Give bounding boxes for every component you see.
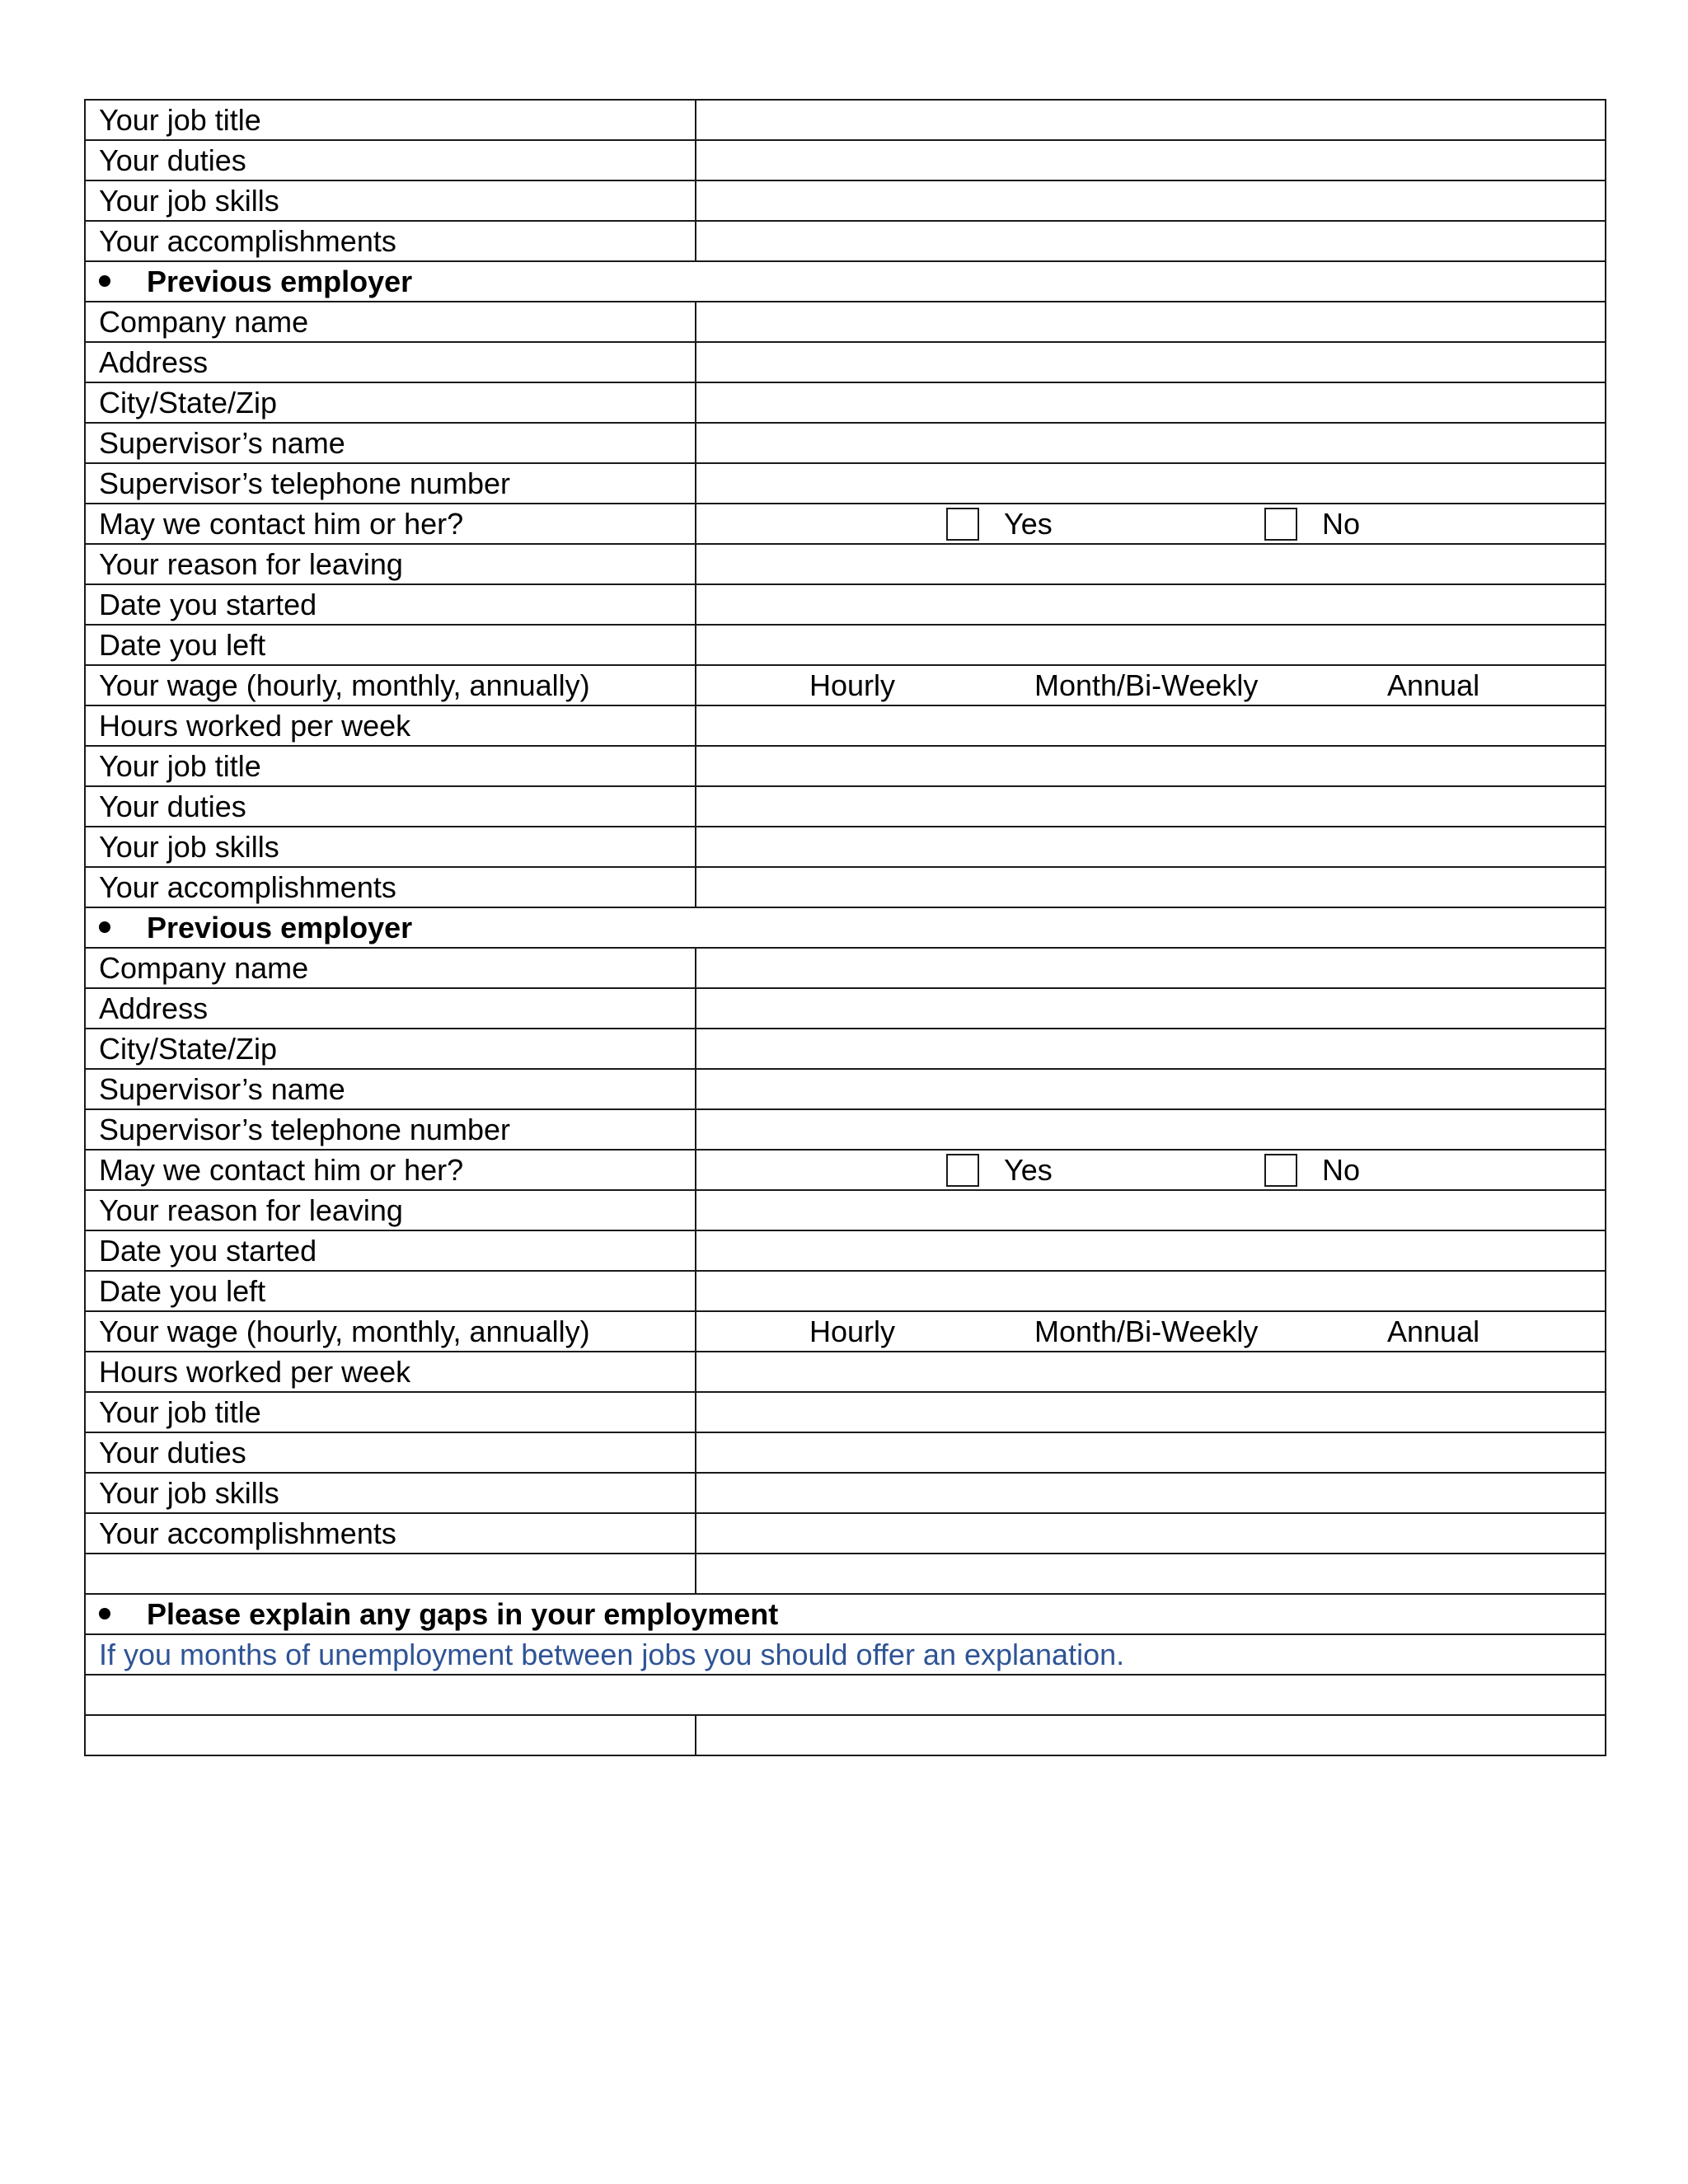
field-input-cell[interactable] [696,423,1606,463]
section-title: Please explain any gaps in your employment [147,1597,779,1631]
field-label: Supervisor’s name [85,423,696,463]
field-label: Date you left [85,625,696,665]
field-label: Your job title [85,746,696,786]
field-input-cell[interactable] [696,827,1606,867]
wage-option-hourly[interactable]: Hourly [809,1315,896,1348]
form-row [85,1109,1606,1150]
form-row [85,140,1606,180]
field-input-cell[interactable] [696,1271,1606,1311]
field-input-cell[interactable] [696,1715,1606,1755]
bullet-icon [99,275,110,287]
wage-type-cell[interactable] [696,1311,1606,1352]
field-input-cell[interactable] [696,1029,1606,1069]
field-input-cell[interactable] [696,705,1606,746]
field-input-cell[interactable] [696,544,1606,584]
form-row [85,1190,1606,1230]
wage-option-annual[interactable]: Annual [1387,1315,1480,1348]
field-input-cell[interactable] [696,221,1606,261]
field-input-cell[interactable] [696,382,1606,423]
field-input-cell[interactable] [696,625,1606,665]
contact-yes-checkbox[interactable] [946,1154,979,1187]
contact-no-checkbox[interactable] [1264,508,1297,541]
form-row [85,1554,1606,1594]
employment-history-table [84,99,1606,1756]
field-input-cell[interactable] [696,1513,1606,1554]
form-row [85,1513,1606,1554]
form-row [85,1432,1606,1473]
field-label [85,1554,696,1594]
contact-permission-cell[interactable] [696,1150,1606,1190]
field-input-cell[interactable] [696,584,1606,625]
field-input-cell[interactable] [696,1473,1606,1513]
field-input-cell[interactable] [696,180,1606,221]
field-input-cell[interactable] [696,746,1606,786]
contact-no-checkbox[interactable] [1264,1154,1297,1187]
wage-option-month-biweekly[interactable]: Month/Bi-Weekly [1034,1315,1259,1348]
section-title: Previous employer [147,265,413,298]
field-label: Date you left [85,1271,696,1311]
field-label: Address [85,988,696,1029]
form-row [85,1150,1606,1190]
wage-type-cell[interactable] [696,665,1606,705]
field-input-cell[interactable] [696,463,1606,504]
field-label: Your duties [85,140,696,180]
section-header [85,261,1606,302]
field-input-cell[interactable] [696,1230,1606,1271]
field-input-cell[interactable] [696,1392,1606,1432]
form-row [85,1029,1606,1069]
contact-no-label: No [1322,507,1361,541]
field-label: Your job skills [85,1473,696,1513]
field-input-cell[interactable] [696,867,1606,907]
form-row [85,1069,1606,1109]
field-label: Your reason for leaving [85,1190,696,1230]
form-row [85,625,1606,665]
field-label: May we contact him or her? [85,504,696,544]
section-header-row [85,261,1606,302]
wage-option-month-biweekly[interactable]: Month/Bi-Weekly [1034,668,1259,702]
field-input-cell[interactable] [696,786,1606,827]
field-label: Address [85,342,696,382]
field-input-cell[interactable] [696,1554,1606,1594]
contact-yes-label: Yes [1004,507,1053,541]
field-input-cell[interactable] [696,1432,1606,1473]
form-row [85,1473,1606,1513]
field-label: Company name [85,302,696,342]
form-row [85,221,1606,261]
field-input-cell[interactable] [696,140,1606,180]
form-row [85,302,1606,342]
form-row [85,1392,1606,1432]
field-label: City/State/Zip [85,1029,696,1069]
field-label: Supervisor’s telephone number [85,463,696,504]
field-input-cell[interactable] [696,1069,1606,1109]
field-label: Supervisor’s telephone number [85,1109,696,1150]
field-label: Supervisor’s name [85,1069,696,1109]
bullet-icon [99,921,110,933]
form-row [85,463,1606,504]
field-label: Date you started [85,1230,696,1271]
form-row [85,948,1606,988]
section-header-row [85,907,1606,948]
field-label: Hours worked per week [85,1352,696,1392]
form-row [85,382,1606,423]
field-input-cell[interactable] [696,1109,1606,1150]
field-label [85,1715,696,1755]
form-row [85,100,1606,140]
field-label: Your job skills [85,827,696,867]
field-label: Your accomplishments [85,1513,696,1554]
field-label: Your job skills [85,180,696,221]
contact-yes-option[interactable] [946,1151,1053,1189]
contact-no-option[interactable] [1264,1151,1360,1189]
field-input-cell[interactable] [696,1190,1606,1230]
contact-no-option[interactable] [1264,504,1360,543]
field-label: Your reason for leaving [85,544,696,584]
field-label: Your accomplishments [85,221,696,261]
wage-option-hourly[interactable]: Hourly [809,668,896,702]
field-label: City/State/Zip [85,382,696,423]
wage-option-annual[interactable]: Annual [1387,668,1480,702]
section-header [85,1594,1606,1634]
form-row [85,584,1606,625]
field-input-cell[interactable] [696,948,1606,988]
gap-explanation-note[interactable]: If you months of unemployment between jobs you should offer an explanation. [85,1634,1606,1675]
field-label: Date you started [85,584,696,625]
contact-permission-cell[interactable] [696,504,1606,544]
blank-entry-cell[interactable] [85,1675,1606,1715]
form-row [85,1715,1606,1755]
field-input-cell[interactable] [696,302,1606,342]
field-input-cell[interactable] [696,1352,1606,1392]
form-row [85,746,1606,786]
field-label: May we contact him or her? [85,1150,696,1190]
field-label: Your job title [85,100,696,140]
form-row [85,180,1606,221]
form-row [85,867,1606,907]
form-row [85,342,1606,382]
form-row [85,504,1606,544]
section-title: Previous employer [147,911,413,944]
field-label: Your duties [85,1432,696,1473]
form-row [85,827,1606,867]
field-input-cell[interactable] [696,988,1606,1029]
section-header [85,907,1606,948]
form-row [85,423,1606,463]
note-row [85,1634,1606,1675]
field-label: Your duties [85,786,696,827]
form-row [85,1271,1606,1311]
field-label: Hours worked per week [85,705,696,746]
form-row [85,1352,1606,1392]
form-row [85,665,1606,705]
contact-no-label: No [1322,1153,1361,1187]
field-label: Your accomplishments [85,867,696,907]
contact-yes-checkbox[interactable] [946,508,979,541]
form-row [85,1311,1606,1352]
field-label: Your job title [85,1392,696,1432]
contact-yes-option[interactable] [946,504,1053,543]
field-input-cell[interactable] [696,100,1606,140]
field-label: Your wage (hourly, monthly, annually) [85,1311,696,1352]
blank-row [85,1675,1606,1715]
form-row [85,705,1606,746]
field-input-cell[interactable] [696,342,1606,382]
contact-yes-label: Yes [1004,1153,1053,1187]
form-row [85,988,1606,1029]
form-row [85,1230,1606,1271]
field-label: Your wage (hourly, monthly, annually) [85,665,696,705]
form-body [85,100,1606,1755]
form-row [85,786,1606,827]
field-label: Company name [85,948,696,988]
form-row [85,544,1606,584]
section-header-row [85,1594,1606,1634]
bullet-icon [99,1608,110,1619]
